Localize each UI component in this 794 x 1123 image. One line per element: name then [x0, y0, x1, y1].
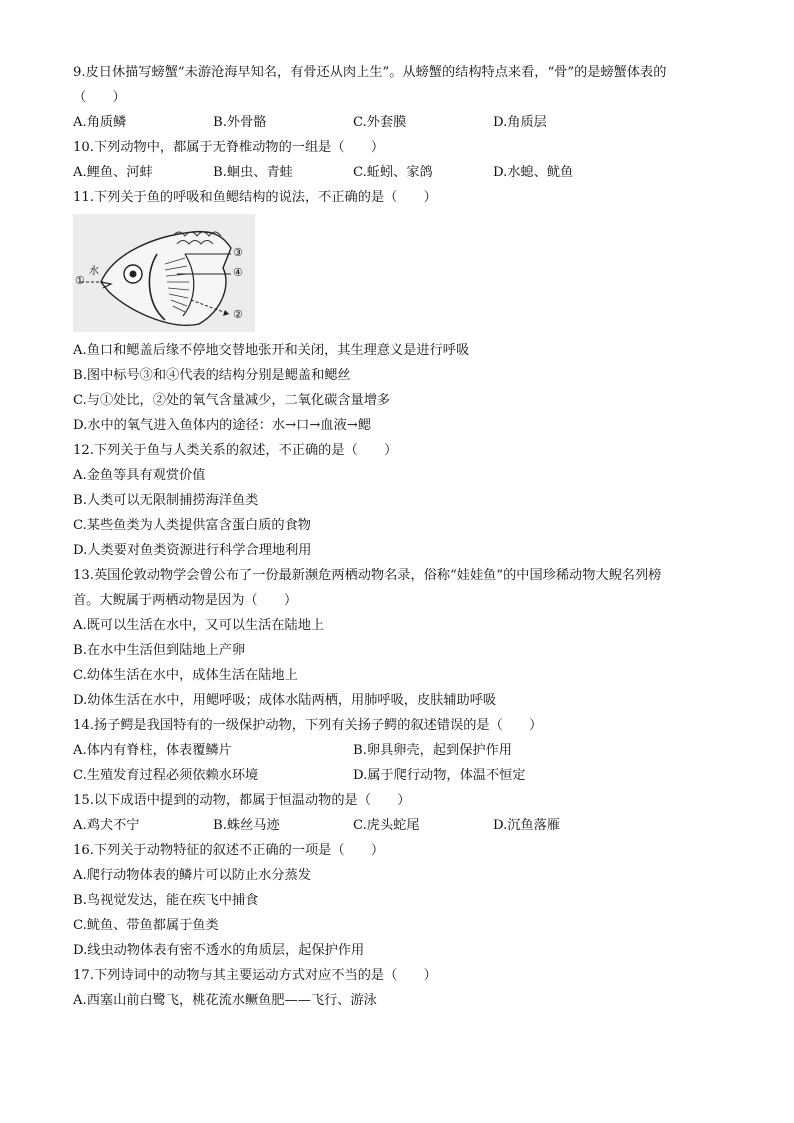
q10-stem: 10.下列动物中，都属于无脊椎动物的一组是（ ） — [73, 140, 385, 155]
q14-option-b[interactable]: B.卵具卵壳，起到保护作用 — [353, 743, 512, 758]
q15-option-b[interactable]: B.蛛丝马迹 — [213, 818, 280, 833]
q9-stem-bracket: （ ） — [73, 90, 126, 105]
fish-water-label: 水 — [89, 266, 99, 277]
q11-option-d[interactable]: D.水中的氧气进入鱼体内的途径：水→口→血液→鳃 — [73, 418, 372, 433]
q12-stem: 12.下列关于鱼与人类关系的叙述，不正确的是（ ） — [73, 443, 398, 458]
q13-stem: 13.英国伦敦动物学会曾公布了一份最新濒危两栖动物名录，俗称“娃娃鱼”的中国珍稀动物大鲵名列榜 — [73, 568, 662, 583]
q15-options — [73, 813, 723, 838]
q13-option-b[interactable]: B.在水中生活但到陆地上产卵 — [73, 643, 246, 658]
q12-option-d[interactable]: D.人类要对鱼类资源进行科学合理地利用 — [73, 543, 312, 558]
q13-option-d[interactable]: D.幼体生活在水中，用鳃呼吸；成体水陆两栖，用肺呼吸，皮肤辅助呼吸 — [73, 693, 497, 708]
q11-stem: 11.下列关于鱼的呼吸和鱼鳃结构的说法，不正确的是（ ） — [73, 190, 437, 205]
q14-option-a[interactable]: A.体内有脊柱，体表覆鳞片 — [73, 743, 232, 758]
fish-gill-figure — [73, 214, 255, 332]
q12-option-a[interactable]: A.金鱼等具有观赏价值 — [73, 468, 206, 483]
q9-option-c[interactable]: C.外套膜 — [353, 115, 407, 130]
q9-option-b[interactable]: B.外骨骼 — [213, 115, 267, 130]
q10-option-b[interactable]: B.蛔虫、青蛙 — [213, 165, 293, 180]
q13-option-a[interactable]: A.既可以生活在水中，又可以生活在陆地上 — [73, 618, 325, 633]
q12-option-b[interactable]: B.人类可以无限制捕捞海洋鱼类 — [73, 493, 259, 508]
q16-option-a[interactable]: A.爬行动物体表的鳞片可以防止水分蒸发 — [73, 868, 311, 883]
exam-page — [73, 60, 723, 1013]
q16-option-b[interactable]: B.鸟视觉发达，能在疾飞中捕食 — [73, 893, 259, 908]
q14-options-row2 — [73, 763, 723, 788]
q16-option-d[interactable]: D.线虫动物体表有密不透水的角质层，起保护作用 — [73, 943, 365, 958]
q9-stem: 9.皮日休描写螃蟹“未游沧海早知名，有骨还从肉上生”。从螃蟹的结构特点来看，“骨”的是螃蟹体表的 — [73, 65, 667, 80]
fish-gill-diagram — [73, 214, 255, 332]
q15-option-c[interactable]: C.虎头蛇尾 — [353, 818, 420, 833]
q9-option-a[interactable]: A.角质鳞 — [73, 115, 127, 130]
fish-marker-3: ③ — [233, 246, 243, 259]
q14-option-d[interactable]: D.属于爬行动物，体温不恒定 — [353, 768, 526, 783]
q15-option-a[interactable]: A.鸡犬不宁 — [73, 818, 140, 833]
q9-options — [73, 110, 723, 135]
fish-marker-2: ② — [233, 308, 243, 321]
q17-stem: 17.下列诗词中的动物与其主要运动方式对应不当的是（ ） — [73, 968, 437, 983]
q16-option-c[interactable]: C.鱿鱼、带鱼都属于鱼类 — [73, 918, 219, 933]
q15-stem: 15.以下成语中提到的动物，都属于恒温动物的是（ ） — [73, 793, 411, 808]
q10-option-c[interactable]: C.蚯蚓、家鸽 — [353, 165, 433, 180]
q14-options-row1 — [73, 738, 723, 763]
q16-stem: 16.下列关于动物特征的叙述不正确的一项是（ ） — [73, 843, 385, 858]
q14-stem: 14.扬子鳄是我国特有的一级保护动物，下列有关扬子鳄的叙述错误的是（ ） — [73, 718, 543, 733]
q11-option-c[interactable]: C.与①处比，②处的氧气含量减少，二氧化碳含量增多 — [73, 393, 391, 408]
q14-option-c[interactable]: C.生殖发育过程必须依赖水环境 — [73, 768, 259, 783]
q12-option-c[interactable]: C.某些鱼类为人类提供富含蛋白质的食物 — [73, 518, 311, 533]
q13-stem-cont: 首。大鲵属于两栖动物是因为（ ） — [73, 593, 298, 608]
fish-marker-1: ① — [75, 274, 85, 287]
q10-option-a[interactable]: A.鲤鱼、河蚌 — [73, 165, 153, 180]
fish-marker-4: ④ — [233, 266, 243, 279]
q13-option-c[interactable]: C.幼体生活在水中，成体生活在陆地上 — [73, 668, 298, 683]
q11-option-a[interactable]: A.鱼口和鳃盖后缘不停地交替地张开和关闭，其生理意义是进行呼吸 — [73, 343, 470, 358]
q10-option-d[interactable]: D.水螅、鱿鱼 — [493, 165, 574, 180]
q17-option-a[interactable]: A.西塞山前白鹭飞，桃花流水鳜鱼肥——飞行、游泳 — [73, 993, 377, 1008]
q9-option-d[interactable]: D.角质层 — [493, 115, 547, 130]
q11-option-b[interactable]: B.图中标号③和④代表的结构分别是鳃盖和鳃丝 — [73, 368, 351, 383]
q15-option-d[interactable]: D.沉鱼落雁 — [493, 818, 561, 833]
q10-options — [73, 160, 723, 185]
